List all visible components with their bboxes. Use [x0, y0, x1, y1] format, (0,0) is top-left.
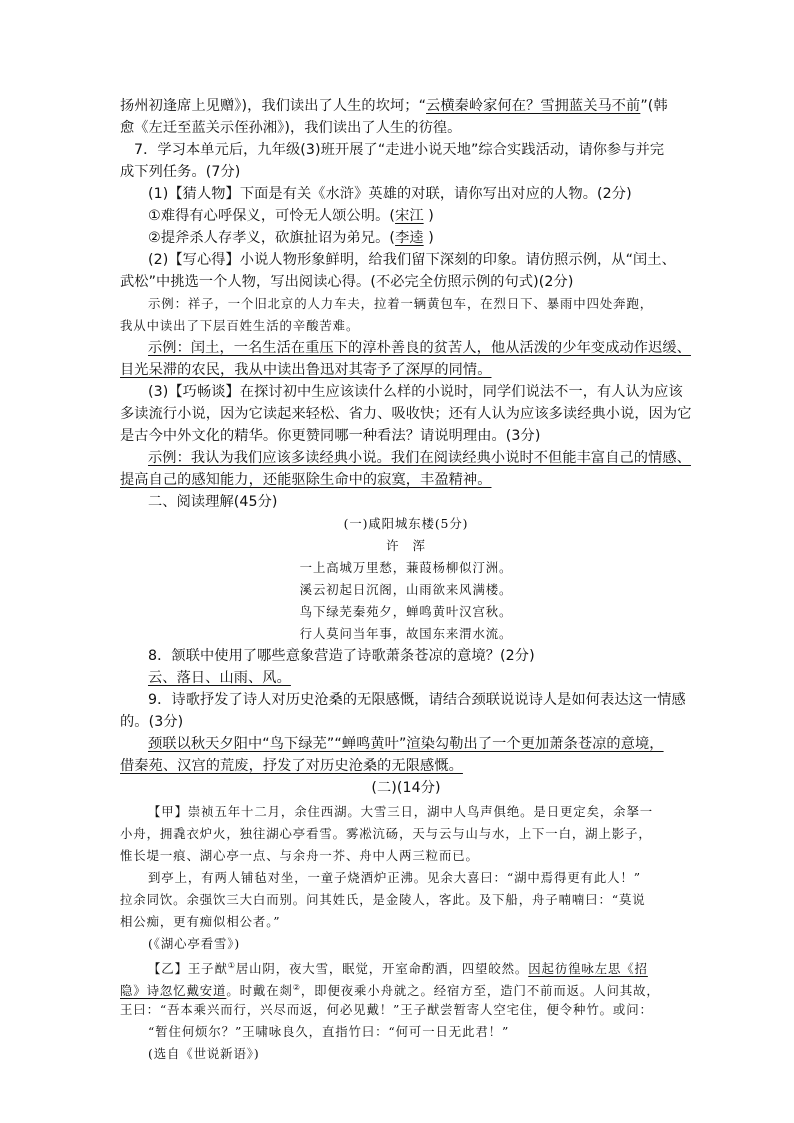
- passage-line: 【甲】崇祯五年十二月，余住西湖。大雪三日，湖中人鸟声俱绝。是日更定矣，余拏一: [148, 804, 654, 819]
- answer-text: 云、落日、山雨、风。: [148, 670, 291, 686]
- passage-source: (选自《世说新语》): [148, 1046, 260, 1061]
- q7-title-cont: 成下列任务。(7分): [120, 164, 241, 180]
- q7-part2: (2)【写心得】小说人物形象鲜明，给我们留下深刻的印象。请仿照示例，从“闰土、: [148, 252, 676, 268]
- passage-source: (《湖心亭看雪》): [148, 936, 241, 951]
- part-title: (二)(14分): [371, 780, 441, 796]
- example-text: 我从中读出了下层百姓生活的辛酸苦难。: [120, 318, 360, 333]
- answer-text: 借秦苑、汉宫的荒废，抒发了对历史沧桑的无限感慨。: [120, 758, 463, 774]
- poem-line: 行人莫问当年事，故国东来渭水流。: [299, 626, 513, 641]
- q7-part2-cont: 武松”中挑选一个人物，写出阅读心得。(不必完全仿照示例的句式)(2分): [120, 274, 574, 290]
- q7-part1: (1)【猜人物】下面是有关《水浒》英雄的对联，请你写出对应的人物。(2分): [148, 186, 632, 202]
- answer-text: 示例：闰土，一名生活在重压下的淳朴善良的贫苦人，他从活泼的少年变成动作迟缓、: [148, 340, 691, 356]
- quoted-answer: 云横秦岭家何在？雪拥蓝关马不前: [426, 98, 641, 114]
- q7-title: 7．学习本单元后，九年级(3)班开展了“走进小说天地”综合实践活动，请你参与并完: [134, 142, 665, 158]
- answer-text: 李逵: [395, 230, 424, 246]
- passage-line: 小舟，拥毳衣炉火，独往湖心亭看雪。雾凇沆砀，天与云与山与水，上下一白，湖上影子，: [120, 826, 652, 841]
- passage-line: 隐》诗忽忆戴安道。时戴在剡②，即便夜乘小舟就之。经宿方至，造门不前而返。人问其故，: [120, 983, 660, 999]
- passage-line: “暂住何烦尔？”王啸咏良久，直指竹曰：“何可一日无此君！”: [148, 1024, 510, 1039]
- answer-text: 示例：我认为我们应该多读经典小说。我们在阅读经典小说时不但能丰富自己的情感、: [148, 450, 691, 466]
- passage-line: 【乙】王子猷①居山阴，夜大雪，眠觉，开室命酌酒，四望皎然。因起彷徨咏左思《招: [148, 961, 648, 977]
- answer-text: 颈联以秋天夕阳中“鸟下绿芜”“蝉鸣黄叶”渲染勾勒出了一个更加萧条苍凉的意境，: [148, 736, 664, 752]
- text-line: 愈《左迁至蓝关示侄孙湘》)，我们读出了人生的彷徨。: [120, 120, 462, 136]
- poem-author: 许 浑: [386, 538, 426, 553]
- underlined-sentence: 隐》诗忽忆戴安道: [120, 983, 227, 999]
- q7-part1-item-b: ②提斧杀人存孝义，砍旗扯诏为弟兄。(李逵 ): [148, 230, 434, 246]
- q9-title: 9．诗歌抒发了诗人对历史沧桑的无限感慨，请结合颈联说说诗人是如何表达这一情感: [148, 692, 686, 708]
- text-line: 扬州初逢席上见赠》)，我们读出了人生的坎坷；“云横秦岭家何在？雪拥蓝关马不前”(韩: [120, 98, 668, 114]
- q8-title: 8．颔联中使用了哪些意象营造了诗歌萧条苍凉的意境？(2分): [148, 648, 535, 664]
- underlined-sentence: 因起彷徨咏左思《招: [528, 961, 648, 977]
- answer-text: 目光呆滞的农民，我从中读出鲁迅对其寄予了深厚的同情。: [120, 362, 492, 378]
- footnote-mark: ①: [227, 961, 236, 970]
- q9-title-cont: 的。(3分): [120, 714, 184, 730]
- example-text: 示例：祥子，一个旧北京的人力车夫，拉着一辆黄包车，在烈日下、暴雨中四处奔跑，: [148, 296, 654, 311]
- passage-line: 相公痴，更有痴似相公者。”: [120, 914, 281, 929]
- q7-part3-cont: 是古今中外文化的精华。你更赞同哪一种看法？请说明理由。(3分): [120, 428, 541, 444]
- section-heading: 二、阅读理解(45分): [148, 494, 278, 510]
- poem-title: (一)咸阳城东楼(5分): [343, 516, 469, 531]
- poem-line: 溪云初起日沉阁，山雨欲来风满楼。: [299, 582, 513, 597]
- q7-part3-cont: 多读流行小说，因为它读起来轻松、省力、吸收快；还有人认为应该多读经典小说，因为它: [120, 406, 692, 422]
- answer-text: 宋江: [395, 208, 424, 224]
- passage-line: 王曰：“吾本乘兴而行，兴尽而返，何必见戴！”王子猷尝暂寄人空宅住，便令种竹。或问：: [120, 1002, 653, 1017]
- passage-line: 惟长堤一痕、湖心亭一点、与余舟一芥、舟中人两三粒而已。: [120, 848, 479, 863]
- answer-text: 提高自己的感知能力，还能驱除生命中的寂寞，丰盈精神。: [120, 472, 492, 488]
- passage-line: 拉余同饮。余强饮三大白而别。问其姓氏，是金陵人，客此。及下船，舟子喃喃曰：“莫说: [120, 892, 646, 907]
- passage-line: 到亭上，有两人铺毡对坐，一童子烧酒炉正沸。见余大喜曰：“湖中焉得更有此人！”: [148, 870, 641, 885]
- poem-line: 一上高城万里愁，蒹葭杨柳似汀洲。: [299, 560, 513, 575]
- footnote-mark: ②: [292, 983, 301, 992]
- q7-part3: (3)【巧畅谈】在探讨初中生应该读什么样的小说时，同学们说法不一，有人认为应该: [148, 384, 683, 400]
- poem-line: 鸟下绿芜秦苑夕，蝉鸣黄叶汉宫秋。: [299, 604, 513, 619]
- q7-part1-item-a: ①难得有心呼保义，可怜无人颂公明。(宋江 ): [148, 208, 434, 224]
